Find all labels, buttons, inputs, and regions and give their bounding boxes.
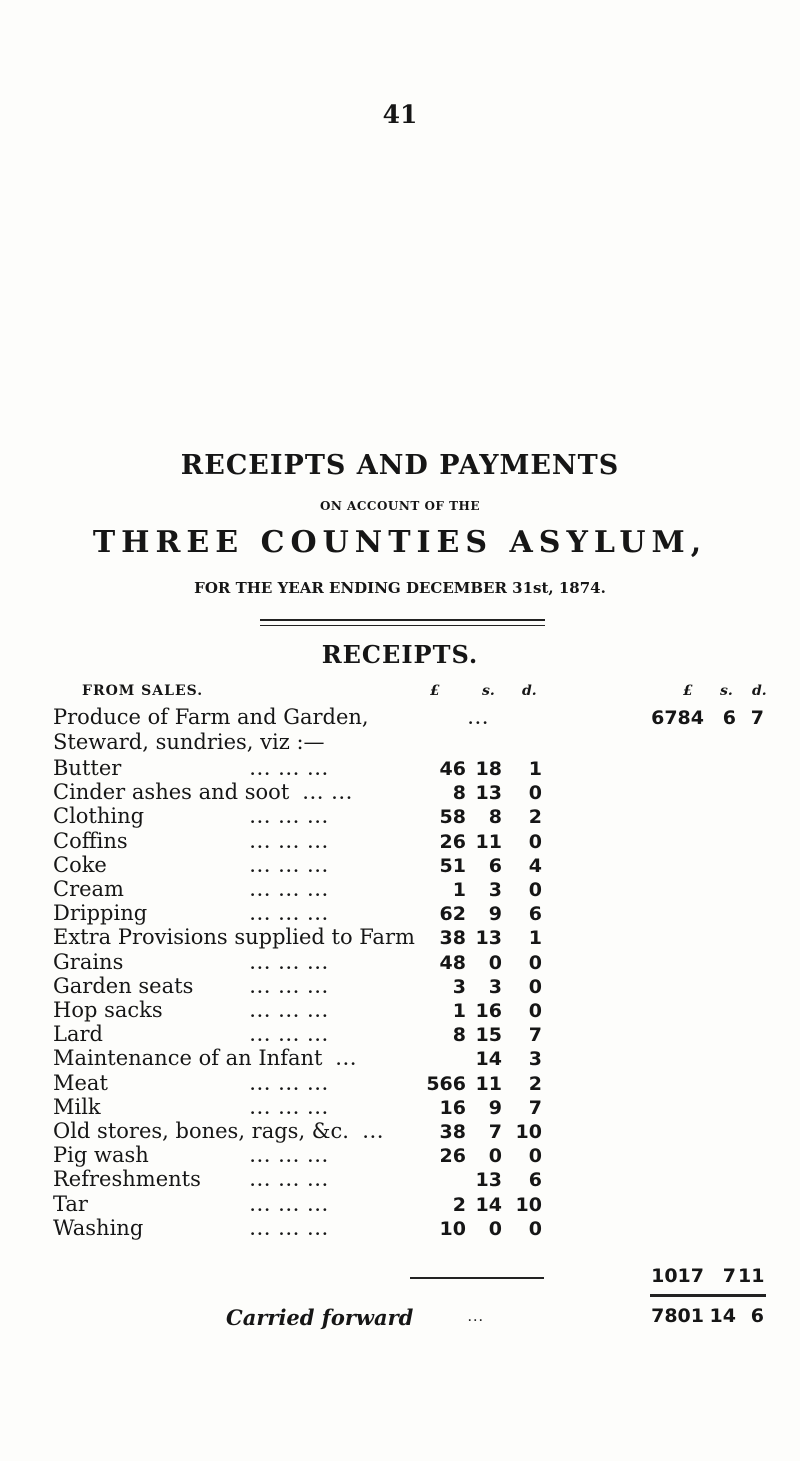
row-shillings: 7 xyxy=(488,1121,502,1143)
document-title: RECEIPTS AND PAYMENTS xyxy=(180,450,620,481)
row-pounds: 26 xyxy=(439,831,466,853)
row-label: Cinder ashes and soot xyxy=(53,780,290,804)
row-pounds: 10 xyxy=(439,1218,466,1240)
row-pence: 6 xyxy=(528,1169,542,1191)
produce-shillings: 6 xyxy=(722,707,736,729)
row-shillings: 3 xyxy=(488,976,502,998)
row-shillings: 15 xyxy=(475,1024,502,1046)
carried-forward-pence: 6 xyxy=(750,1305,764,1327)
row-label: Dripping xyxy=(53,901,148,925)
row-shillings: 14 xyxy=(475,1048,502,1070)
row-pence: 0 xyxy=(528,831,542,853)
row-label: Coke xyxy=(53,853,107,877)
row-pounds: 3 xyxy=(452,976,466,998)
row-pounds: 8 xyxy=(452,1024,466,1046)
row-dots: ... ... xyxy=(303,785,354,803)
row-pounds: 8 xyxy=(452,782,466,804)
row-pence: 3 xyxy=(528,1048,542,1070)
row-shillings: 9 xyxy=(488,1097,502,1119)
row-pence: 0 xyxy=(528,1218,542,1240)
row-shillings: 11 xyxy=(475,831,502,853)
row-label: Extra Provisions supplied to Farm xyxy=(53,925,415,949)
row-pence: 10 xyxy=(515,1121,542,1143)
row-pounds: 46 xyxy=(439,758,466,780)
row-label: Washing xyxy=(53,1216,144,1240)
row-shillings: 14 xyxy=(475,1194,502,1216)
row-pence: 0 xyxy=(528,1000,542,1022)
row-pence: 4 xyxy=(528,855,542,877)
from-sales-header: FROM SALES. xyxy=(82,683,204,699)
row-label: Butter xyxy=(53,756,122,780)
subtotal-pence: 11 xyxy=(738,1265,765,1287)
row-label: Garden seats xyxy=(53,974,194,998)
row-shillings: 3 xyxy=(488,879,502,901)
institution-name: THREE COUNTIES ASYLUM, xyxy=(92,525,708,560)
row-dots: ... ... ... xyxy=(250,858,330,876)
row-shillings: 16 xyxy=(475,1000,502,1022)
row-shillings: 13 xyxy=(475,927,502,949)
row-pence: 1 xyxy=(528,758,542,780)
row-dots: ... ... ... xyxy=(250,1172,330,1190)
row-label: Lard xyxy=(53,1022,103,1046)
row-shillings: 0 xyxy=(488,952,502,974)
total-pounds-header: £ xyxy=(683,683,693,699)
produce-pence: 7 xyxy=(750,707,764,729)
row-shillings: 13 xyxy=(475,782,502,804)
pounds-header: £ xyxy=(430,683,440,699)
shillings-header: s. xyxy=(482,683,495,699)
row-dots: ... ... ... xyxy=(250,1148,330,1166)
carried-forward-label: Carried forward xyxy=(226,1305,414,1330)
row-shillings: 0 xyxy=(488,1145,502,1167)
row-label: Milk xyxy=(53,1095,101,1119)
row-pounds: 1 xyxy=(452,1000,466,1022)
row-shillings: 13 xyxy=(475,1169,502,1191)
row-pounds: 2 xyxy=(452,1194,466,1216)
row-pence: 0 xyxy=(528,1145,542,1167)
carried-forward-shillings: 14 xyxy=(709,1305,736,1327)
row-label: Old stores, bones, rags, &c. xyxy=(53,1119,349,1143)
pence-header: d. xyxy=(522,683,537,699)
row-dots: ... ... ... xyxy=(250,1221,330,1239)
section-title: RECEIPTS. xyxy=(321,640,479,669)
year-line: FOR THE YEAR ENDING DECEMBER 31st, 1874. xyxy=(194,579,606,597)
produce-label: Produce of Farm and Garden, xyxy=(53,705,369,729)
row-dots: ... ... ... xyxy=(250,955,330,973)
row-label: Coffins xyxy=(53,829,128,853)
row-dots: ... ... ... xyxy=(250,882,330,900)
carried-forward-dots: ... xyxy=(468,1313,485,1324)
row-label: Clothing xyxy=(53,804,145,828)
row-dots: ... ... ... xyxy=(250,1003,330,1021)
row-pounds: 58 xyxy=(439,806,466,828)
row-dots: ... ... ... xyxy=(250,1197,330,1215)
row-label: Hop sacks xyxy=(53,998,163,1022)
row-pence: 7 xyxy=(528,1024,542,1046)
row-dots: ... ... ... xyxy=(250,906,330,924)
row-dots: ... ... ... xyxy=(250,809,330,827)
row-label: Grains xyxy=(53,950,124,974)
row-pence: 10 xyxy=(515,1194,542,1216)
row-pounds: 38 xyxy=(439,1121,466,1143)
row-pounds: 38 xyxy=(439,927,466,949)
row-pence: 2 xyxy=(528,1073,542,1095)
row-pence: 0 xyxy=(528,782,542,804)
row-pence: 7 xyxy=(528,1097,542,1119)
row-shillings: 6 xyxy=(488,855,502,877)
row-pence: 0 xyxy=(528,879,542,901)
row-pence: 6 xyxy=(528,903,542,925)
row-dots: ... xyxy=(363,1124,385,1142)
total-rule xyxy=(650,1294,766,1297)
row-pounds: 1 xyxy=(452,879,466,901)
document-subtitle: ON ACCOUNT OF THE xyxy=(319,499,481,513)
subtotal-shillings: 7 xyxy=(722,1265,736,1287)
row-pence: 1 xyxy=(528,927,542,949)
row-dots: ... ... ... xyxy=(250,834,330,852)
title-rule xyxy=(260,619,545,626)
row-dots: ... ... ... xyxy=(250,761,330,779)
carried-forward-pounds: 7801 xyxy=(651,1305,704,1327)
produce-pounds: 6784 xyxy=(651,707,704,729)
row-pounds: 26 xyxy=(439,1145,466,1167)
row-label: Cream xyxy=(53,877,124,901)
row-shillings: 11 xyxy=(475,1073,502,1095)
row-dots: ... ... ... xyxy=(250,1100,330,1118)
subtotal-pounds: 1017 xyxy=(651,1265,704,1287)
produce-dots: ... xyxy=(468,710,490,728)
row-label: Refreshments xyxy=(53,1167,201,1191)
row-label: Tar xyxy=(53,1192,88,1216)
row-label: Meat xyxy=(53,1071,108,1095)
row-pence: 0 xyxy=(528,976,542,998)
row-label: Pig wash xyxy=(53,1143,149,1167)
row-pounds: 51 xyxy=(439,855,466,877)
total-shillings-header: s. xyxy=(720,683,733,699)
row-pounds: 16 xyxy=(439,1097,466,1119)
row-pounds: 62 xyxy=(439,903,466,925)
row-label: Maintenance of an Infant xyxy=(53,1046,323,1070)
total-pence-header: d. xyxy=(752,683,767,699)
row-dots: ... ... ... xyxy=(250,979,330,997)
row-dots: ... ... ... xyxy=(250,1076,330,1094)
row-shillings: 9 xyxy=(488,903,502,925)
row-shillings: 18 xyxy=(475,758,502,780)
row-shillings: 8 xyxy=(488,806,502,828)
row-dots: ... ... ... xyxy=(250,1027,330,1045)
steward-label: Steward, sundries, viz :— xyxy=(53,730,325,754)
row-dots: ... xyxy=(336,1051,358,1069)
row-pence: 0 xyxy=(528,952,542,974)
row-shillings: 0 xyxy=(488,1218,502,1240)
row-pence: 2 xyxy=(528,806,542,828)
page-number: 41 xyxy=(382,100,418,129)
row-pounds: 48 xyxy=(439,952,466,974)
row-pounds: 566 xyxy=(426,1073,466,1095)
subtotal-rule xyxy=(410,1277,544,1279)
